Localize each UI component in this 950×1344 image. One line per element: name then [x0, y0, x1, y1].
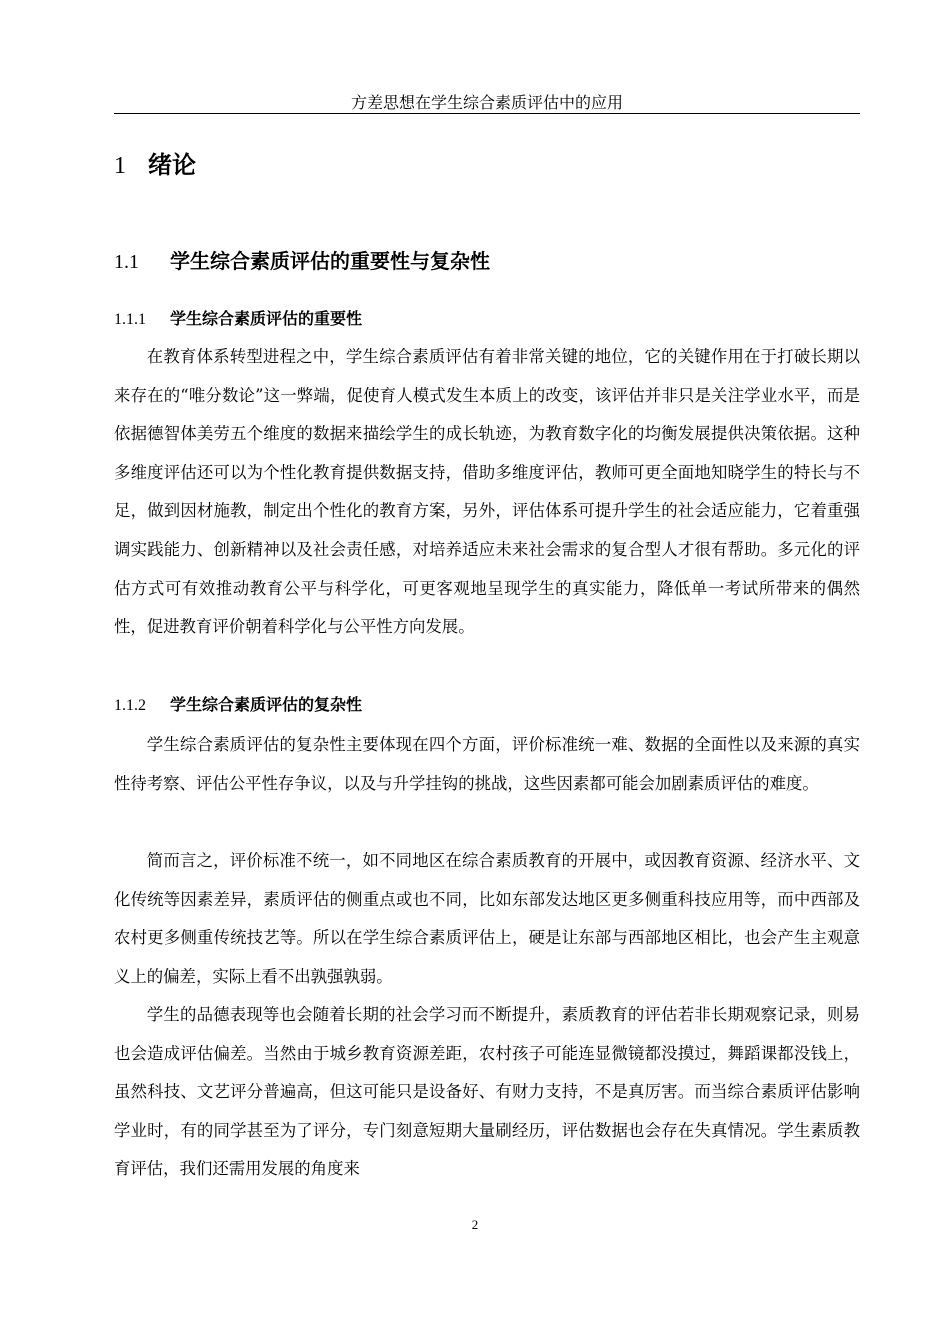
- chapter-number: 1: [114, 153, 126, 179]
- paragraph: 学生的品德表现等也会随着长期的社会学习而不断提升，素质教育的评估若非长期观察记录，则易也会造成评估偏差。当然由于城乡教育资源差距，农村孩子可能连显微镜都没摸过，舞蹈课都没钱上，虽然科技、文艺评分普遍高，但这可能只是设备好、有财力支持，不是真厉害。而当综合素质评估影响学业时，有的同学甚至为了评分，专门刻意短期大量刷经历，评估数据也会存在失真情况。学生素质教育评估，我们还需用发展的角度来: [114, 1005, 860, 1179]
- chapter-heading: [114, 148, 196, 183]
- subsection-title: 学生综合素质评估的重要性: [170, 309, 363, 328]
- page-number: 2: [471, 1217, 479, 1232]
- section-number: 1.1: [114, 251, 139, 273]
- running-header: 方差思想在学生综合素质评估中的应用: [350, 93, 623, 112]
- subsection-number: 1.1.2: [114, 697, 146, 714]
- paragraph: 在教育体系转型进程之中，学生综合素质评估有着非常关键的地位，它的关键作用在于打破长期以来存在的“唯分数论”这一弊端，促使育人模式发生本质上的改变，该评估并非只是关注学业水平，而是依据德智体美劳五个维度的数据来描绘学生的成长轨迹，为教育数字化的均衡发展提供决策依据。这种多维度评估还可以为个性化教育提供数据支持，借助多维度评估，教师可更全面地知晓学生的特长与不足，做到因材施教，制定出个性化的教育方案，另外，评估体系可提升学生的社会适应能力，它着重强调实践能力、创新精神以及社会责任感，对培养适应未来社会需求的复合型人才很有帮助。多元化的评估方式可有效推动教育公平与科学化，可更客观地呈现学生的真实能力，降低单一考试所带来的偶然性，促进教育评价朝着科学化与公平性方向发展。: [114, 347, 860, 637]
- subsection-heading-2: [114, 693, 362, 718]
- section-heading: [114, 247, 490, 276]
- chapter-title: 绪论: [148, 151, 196, 179]
- paragraph: 简而言之，评价标准不统一，如不同地区在综合素质教育的开展中，或因教育资源、经济水平、文化传统等因素差异，素质评估的侧重点或也不同，比如东部发达地区更多侧重科技应用等，而中西部及农村更多侧重传统技艺等。所以在学生综合素质评估上，硬是让东部与西部地区相比，也会产生主观意义上的偏差，实际上看不出孰强孰弱。: [114, 851, 860, 986]
- section-title: 学生综合素质评估的重要性与复杂性: [170, 249, 490, 273]
- subsection-heading-1: [114, 307, 362, 332]
- paragraph: 学生综合素质评估的复杂性主要体现在四个方面，评价标准统一难、数据的全面性以及来源的真实性待考察、评估公平性存争议，以及与升学挂钩的挑战，这些因素都可能会加剧素质评估的难度。: [114, 735, 860, 793]
- header-divider: [114, 113, 860, 114]
- subsection-title: 学生综合素质评估的复杂性: [170, 695, 363, 714]
- subsection-number: 1.1.1: [114, 311, 146, 328]
